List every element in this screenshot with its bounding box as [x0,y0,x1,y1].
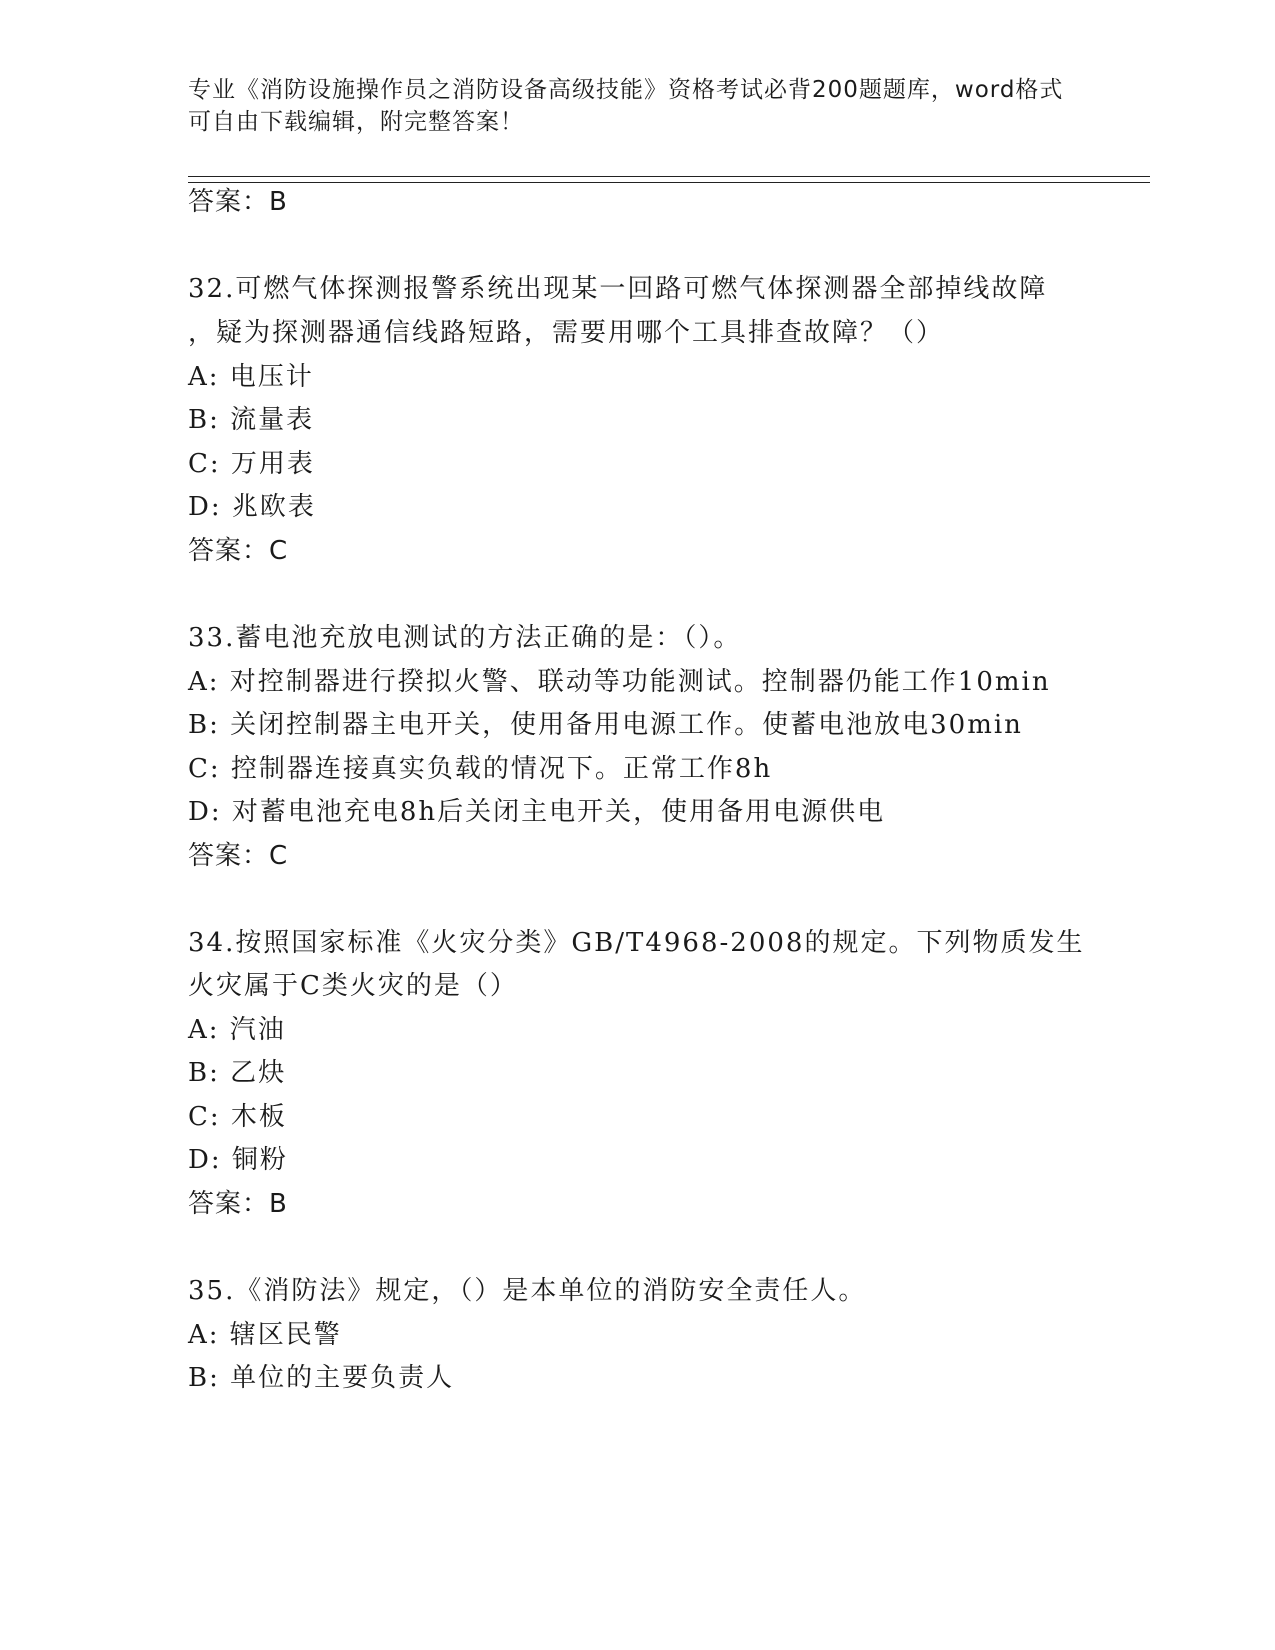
question-34-option-c: C: 木板 [188,1102,287,1132]
answer-33: 答案：C [188,841,289,871]
question-34-stem-line1: 34.按照国家标准《火灾分类》GB/T4968-2008的规定。下列物质发生 [188,928,1085,958]
question-34-option-d: D: 铜粉 [188,1145,288,1175]
header-divider-bottom [188,182,1150,183]
answer-31: 答案：B [188,187,288,217]
question-34-stem-line2: 火灾属于C类火灾的是（） [188,971,518,1001]
question-34-option-a: A: 汽油 [188,1015,286,1045]
question-33-option-b: B: 关闭控制器主电开关，使用备用电源工作。使蓄电池放电30min [188,710,1023,740]
question-32-stem-line2: ，疑为探测器通信线路短路，需要用哪个工具排查故障？（） [188,318,945,348]
question-33-option-d: D: 对蓄电池充电8h后关闭主电开关，使用备用电源供电 [188,797,886,827]
answer-32: 答案：C [188,536,289,566]
question-35-stem-line1: 35.《消防法》规定，（）是本单位的消防安全责任人。 [188,1276,867,1306]
document-header: 专业《消防设施操作员之消防设备高级技能》资格考试必背200题题库，word格式可自由下载编辑，附完整答案！ [188,77,1064,135]
question-34-option-b: B: 乙炔 [188,1058,287,1088]
question-33-stem-line1: 33.蓄电池充放电测试的方法正确的是：（）。 [188,623,742,653]
question-32-stem-line1: 32.可燃气体探测报警系统出现某一回路可燃气体探测器全部掉线故障 [188,274,1048,304]
question-32-option-d: D: 兆欧表 [188,492,316,522]
question-33-option-a: A: 对控制器进行揆拟火警、联动等功能测试。控制器仍能工作10min [188,667,1051,697]
question-32-option-b: B: 流量表 [188,405,315,435]
header-divider-top [188,176,1150,177]
question-35-option-b: B: 单位的主要负责人 [188,1363,455,1393]
question-35-option-a: A: 辖区民警 [188,1320,342,1350]
question-32-option-c: C: 万用表 [188,449,315,479]
question-32-option-a: A: 电压计 [188,362,314,392]
answer-34: 答案：B [188,1189,288,1219]
question-33-option-c: C: 控制器连接真实负载的情况下。正常工作8h [188,754,773,784]
